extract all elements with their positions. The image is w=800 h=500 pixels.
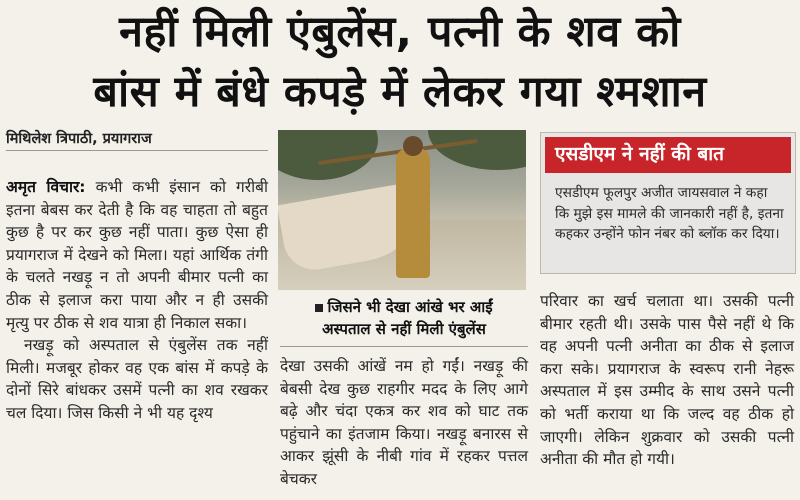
caption-divider [280, 346, 528, 347]
headline-line-1: नहीं मिली एंबुलेंस, पत्नी के शव को [119, 7, 681, 57]
lead-paragraph [6, 176, 268, 334]
byline-divider [6, 150, 268, 151]
bullet-icon [315, 304, 323, 312]
caption-line-2: अस्पताल से नहीं मिली एंबुलेंस [322, 320, 486, 338]
column-2-paragraph: देखा उसकी आंखें नम हो गईं। नखड़ू की बेबसी देख कुछ राहगीर मदद के लिए आगे बढ़े और चंदा एकत्र कर शव को घाट तक पहुंचाने का इंतजाम किया। नखड़ू बनारस से आकर झूंसी के नीबी गांव में रहकर पत्तल बेचकर [280, 357, 528, 488]
article-column-2 [280, 355, 528, 491]
photo-tree [428, 130, 526, 170]
headline-line-2: बांस में बंधे कपड़े में लेकर गया श्मशान [93, 67, 707, 117]
column-3-paragraph: परिवार का खर्च चलाता था। उसकी पत्नी बीमार रहती थी। उसके पास पैसे नहीं थे कि वह अपनी पत्नी अनीता का ठीक से इलाज करा सके। प्रयागराज के स्वरूप रानी नेहरू अस्पताल में इस उम्मीद के साथ उसने पत्नी को भर्ती कराया था कि जल्द वह ठीक हो जाएगी। लेकिन शुक्रवार को उसकी पत्नी अनीता की मौत हो गयी। [540, 292, 794, 469]
photo-caption [280, 296, 528, 340]
lead-label: अमृत विचार: [6, 178, 86, 196]
lead-text: कभी कभी इंसान को गरीबी इतना बेबस कर देती है कि वह चाहता तो बहुत कुछ है पर कर कुछ नहीं पाता। कुछ ऐसा ही प्रयागराज में देखने को मिला। यहां आर्थिक तंगी के चलते नखड़ू न तो अपनी बीमार पत्नी का ठीक से इलाज करा पाया और न ही उसकी मृत्यु पर ठीक से शव यात्रा ही निकाल सका। [6, 178, 268, 332]
sidebar-box-body: एसडीएम फूलपुर अजीत जायसवाल ने कहा कि मुझे इस मामले की जानकारी नहीं है, इतना कहकर उन्होंने फोन नंबर को ब्लॉक कर दिया। [555, 185, 784, 242]
sidebar-box [540, 132, 796, 274]
byline: मिथिलेश त्रिपाठी, प्रयागराज [6, 131, 152, 147]
caption-line-1: जिसने भी देखा आंखे भर आईं [327, 298, 493, 316]
article-column-1 [6, 176, 268, 425]
photo-man-head [403, 136, 423, 156]
photo-man [396, 148, 430, 278]
sidebar-box-title: एसडीएम ने नहीं की बात [545, 137, 791, 173]
paragraph-2: नखड़ू को अस्पताल से एंबुलेंस तक नहीं मिली। मजबूर होकर वह एक बांस में कपड़े के दोनों सिरे बांधकर उसमें पत्नी का शव रखकर चल दिया। जिस किसी ने भी यह दृश्य [6, 336, 268, 422]
news-photo [278, 130, 526, 290]
article-column-3 [540, 290, 794, 471]
